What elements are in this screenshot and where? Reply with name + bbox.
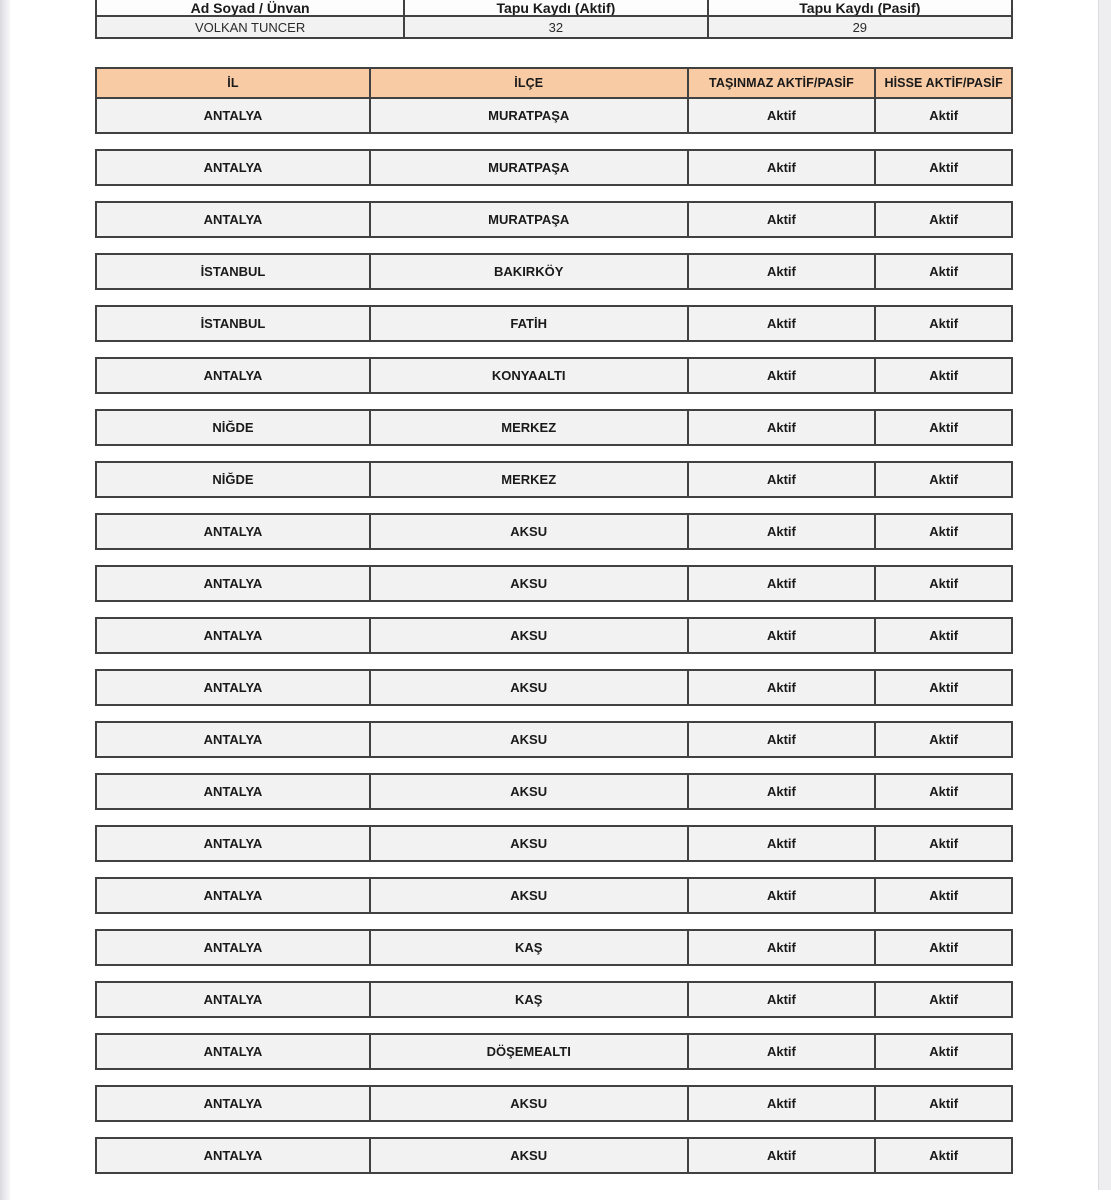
column-header-il: İL — [227, 76, 239, 90]
ilce-cell: AKSU — [369, 775, 687, 808]
hisse-status-cell: Aktif — [874, 1035, 1011, 1068]
owner-summary-table — [95, 0, 1013, 39]
tasinmaz-status-cell: Aktif — [687, 515, 875, 548]
hisse-status-cell: Aktif — [874, 567, 1011, 600]
ilce-cell: MERKEZ — [369, 411, 687, 444]
tasinmaz-status-cell: Aktif — [687, 619, 875, 652]
tasinmaz-status-cell: Aktif — [687, 307, 875, 340]
table-row — [95, 201, 1013, 238]
ilce-cell: AKSU — [369, 1139, 687, 1172]
summary-header-row — [97, 0, 1011, 17]
table-row — [95, 1137, 1013, 1174]
ilce-cell: BAKIRKÖY — [369, 255, 687, 288]
ilce-cell: KONYAALTI — [369, 359, 687, 392]
tasinmaz-status-cell: Aktif — [687, 983, 875, 1016]
hisse-status-cell: Aktif — [874, 411, 1011, 444]
owner-name-value: VOLKAN TUNCER — [194, 19, 306, 35]
ilce-cell: AKSU — [369, 827, 687, 860]
table-row — [95, 981, 1013, 1018]
ilce-cell: FATİH — [369, 307, 687, 340]
summary-value-row — [97, 17, 1011, 37]
il-cell: ANTALYA — [203, 836, 263, 851]
table-row — [95, 825, 1013, 862]
il-cell: ANTALYA — [203, 368, 263, 383]
tapu-pasif-count: 29 — [707, 17, 1011, 37]
table-row — [95, 461, 1013, 498]
il-cell: ANTALYA — [203, 576, 263, 591]
ilce-cell: AKSU — [369, 723, 687, 756]
ilce-cell: KAŞ — [369, 931, 687, 964]
ilce-cell: KAŞ — [369, 983, 687, 1016]
ilce-cell: AKSU — [369, 879, 687, 912]
summary-header-name: Ad Soyad / Ünvan — [190, 0, 310, 15]
table-row — [95, 513, 1013, 550]
ilce-cell: AKSU — [369, 567, 687, 600]
il-cell: ANTALYA — [203, 940, 263, 955]
tasinmaz-status-cell: Aktif — [687, 671, 875, 704]
table-row — [95, 1033, 1013, 1070]
ilce-cell: MURATPAŞA — [369, 151, 687, 184]
tapu-report-document — [95, 0, 1013, 1174]
ilce-cell: AKSU — [369, 515, 687, 548]
hisse-status-cell: Aktif — [874, 671, 1011, 704]
ilce-cell: MURATPAŞA — [369, 203, 687, 236]
tasinmaz-status-cell: Aktif — [687, 1035, 875, 1068]
tasinmaz-status-cell: Aktif — [687, 99, 875, 132]
tasinmaz-status-cell: Aktif — [687, 567, 875, 600]
il-cell: ANTALYA — [203, 732, 263, 747]
records-header-row — [95, 67, 1013, 99]
ilce-cell: AKSU — [369, 671, 687, 704]
table-row — [95, 929, 1013, 966]
tasinmaz-status-cell: Aktif — [687, 411, 875, 444]
tasinmaz-status-cell: Aktif — [687, 463, 875, 496]
il-cell: ANTALYA — [203, 992, 263, 1007]
table-row — [95, 617, 1013, 654]
left-page-edge — [0, 0, 10, 1200]
il-cell: ANTALYA — [203, 212, 263, 227]
tasinmaz-status-cell: Aktif — [687, 1139, 875, 1172]
table-row — [95, 97, 1013, 134]
il-cell: ANTALYA — [203, 888, 263, 903]
table-row — [95, 1085, 1013, 1122]
hisse-status-cell: Aktif — [874, 255, 1011, 288]
table-row — [95, 877, 1013, 914]
hisse-status-cell: Aktif — [874, 203, 1011, 236]
hisse-status-cell: Aktif — [874, 99, 1011, 132]
il-cell: ANTALYA — [203, 1096, 263, 1111]
tasinmaz-status-cell: Aktif — [687, 255, 875, 288]
hisse-status-cell: Aktif — [874, 723, 1011, 756]
table-row — [95, 721, 1013, 758]
records-table — [95, 67, 1013, 1174]
hisse-status-cell: Aktif — [874, 619, 1011, 652]
il-cell: NİĞDE — [212, 472, 254, 487]
column-header-ilce: İLÇE — [369, 69, 687, 97]
il-cell: NİĞDE — [212, 420, 254, 435]
hisse-status-cell: Aktif — [874, 931, 1011, 964]
summary-header-tapu-pasif: Tapu Kaydı (Pasif) — [707, 0, 1011, 15]
il-cell: ANTALYA — [203, 628, 263, 643]
hisse-status-cell: Aktif — [874, 879, 1011, 912]
hisse-status-cell: Aktif — [874, 983, 1011, 1016]
ilce-cell: AKSU — [369, 619, 687, 652]
il-cell: ANTALYA — [203, 680, 263, 695]
il-cell: ANTALYA — [203, 524, 263, 539]
tasinmaz-status-cell: Aktif — [687, 151, 875, 184]
hisse-status-cell: Aktif — [874, 307, 1011, 340]
hisse-status-cell: Aktif — [874, 359, 1011, 392]
ilce-cell: MERKEZ — [369, 463, 687, 496]
table-row — [95, 149, 1013, 186]
table-row — [95, 669, 1013, 706]
ilce-cell: MURATPAŞA — [369, 99, 687, 132]
tasinmaz-status-cell: Aktif — [687, 827, 875, 860]
records-rows — [95, 97, 1013, 1174]
tasinmaz-status-cell: Aktif — [687, 775, 875, 808]
tasinmaz-status-cell: Aktif — [687, 879, 875, 912]
tasinmaz-status-cell: Aktif — [687, 931, 875, 964]
il-cell: ANTALYA — [203, 784, 263, 799]
hisse-status-cell: Aktif — [874, 827, 1011, 860]
column-header-hisse: HİSSE AKTİF/PASİF — [874, 69, 1011, 97]
il-cell: ANTALYA — [203, 108, 263, 123]
table-row — [95, 357, 1013, 394]
hisse-status-cell: Aktif — [874, 151, 1011, 184]
il-cell: ANTALYA — [203, 1044, 263, 1059]
hisse-status-cell: Aktif — [874, 463, 1011, 496]
hisse-status-cell: Aktif — [874, 775, 1011, 808]
right-page-edge — [1098, 0, 1111, 1190]
il-cell: ANTALYA — [203, 1148, 263, 1163]
ilce-cell: AKSU — [369, 1087, 687, 1120]
tasinmaz-status-cell: Aktif — [687, 359, 875, 392]
hisse-status-cell: Aktif — [874, 1139, 1011, 1172]
ilce-cell: DÖŞEMEALTI — [369, 1035, 687, 1068]
table-row — [95, 773, 1013, 810]
tapu-aktif-count: 32 — [403, 17, 706, 37]
table-row — [95, 253, 1013, 290]
tasinmaz-status-cell: Aktif — [687, 723, 875, 756]
table-row — [95, 409, 1013, 446]
il-cell: İSTANBUL — [200, 316, 266, 331]
il-cell: ANTALYA — [203, 160, 263, 175]
tasinmaz-status-cell: Aktif — [687, 203, 875, 236]
summary-header-tapu-aktif: Tapu Kaydı (Aktif) — [403, 0, 706, 15]
hisse-status-cell: Aktif — [874, 515, 1011, 548]
table-row — [95, 305, 1013, 342]
column-header-tasinmaz: TAŞINMAZ AKTİF/PASİF — [687, 69, 875, 97]
table-row — [95, 565, 1013, 602]
hisse-status-cell: Aktif — [874, 1087, 1011, 1120]
tasinmaz-status-cell: Aktif — [687, 1087, 875, 1120]
il-cell: İSTANBUL — [200, 264, 266, 279]
